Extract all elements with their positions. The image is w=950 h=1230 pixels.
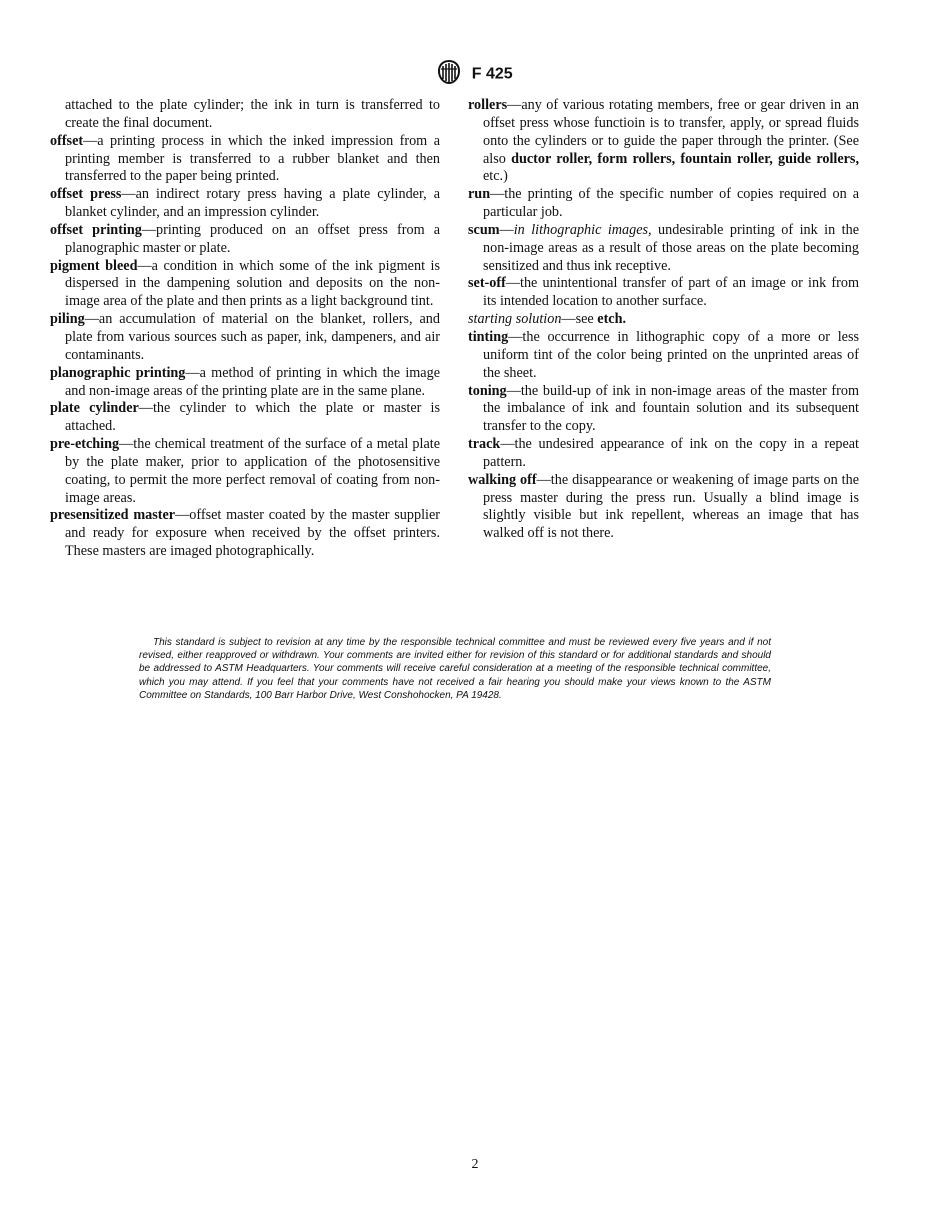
term: piling	[50, 311, 85, 328]
definition-entry-toning	[468, 383, 859, 437]
definition-tail: etc.)	[483, 168, 508, 185]
definition-entry-starting-solution	[468, 311, 859, 329]
definition-text: —a condition in which some of the ink pigment is dispersed in the dampening solution and deposits on the non-image area of the plate and then prints as a light background tint.	[65, 257, 440, 310]
definition-text: —the chemical treatment of the surface of a metal plate by the plate maker, prior to application of the photosensitive coating, to permit the more perfect removal of coating from non-image areas.	[65, 436, 440, 506]
term: set-off	[468, 275, 506, 292]
page-header	[0, 60, 950, 89]
right-column	[468, 97, 859, 543]
definition-text: —the build-up of ink in non-image areas of the master from the imbalance of ink and fountain solution and its subsequent transfer to the copy.	[483, 382, 859, 435]
definition-entry-walking-off	[468, 472, 859, 543]
left-column	[50, 97, 440, 561]
qualifier: in lithographic images,	[513, 221, 652, 238]
definition-entry-continued	[50, 97, 440, 133]
definition-text: —the undesired appearance of ink on the copy in a repeat pattern.	[483, 436, 859, 470]
cross-reference: etch.	[597, 311, 627, 328]
term: starting solution	[468, 311, 562, 328]
term: run	[468, 186, 491, 203]
definition-text: —an indirect rotary press having a plate cylinder, a blanket cylinder, and an impression cylinder.	[65, 186, 441, 221]
definition-text: —any of various rotating members, free or gear driven in an offset press whose functioin is to transfer, apply, or spread fluids onto the cylinders or to guide the paper through the printer. (See also	[483, 97, 859, 167]
designation: F 425	[471, 65, 513, 83]
definition-entry-rollers	[468, 97, 859, 186]
definition-entry	[50, 436, 440, 507]
term: walking off	[468, 471, 537, 488]
term: toning	[468, 382, 507, 399]
standard-revision-notice: This standard is subject to revision at any time by the responsible technical committee and must be reviewed every five years and if not revised, either reapproved or withdrawn. Your comments are invited either for revision of this standard or for additional standards and should be addressed to ASTM Headquarters. Your comments will receive careful consideration at a meeting of the responsible technical committee, which you may attend. If you feel that your comments have not received a fair hearing you should make your views known to the ASTM Committee on Standards, 100 Barr Harbor Drive, West Conshohocken, PA 19428.	[139, 637, 771, 701]
definition-text: —printing produced on an offset press from a planographic master or plate.	[65, 221, 440, 256]
term: presensitized master	[50, 507, 176, 524]
definition-text: —a printing process in which the inked impression from a printing member is transferred to a rubber blanket and then transferred to the paper being printed.	[65, 132, 440, 185]
term: plate cylinder	[50, 400, 139, 417]
definition-entry-run	[468, 186, 859, 222]
definition-entry	[50, 311, 440, 365]
definition-entry	[50, 400, 440, 436]
definition-text: —a method of printing in which the image and non-image areas of the printing plate are in the same plane.	[65, 364, 440, 399]
definition-text: —the occurrence in lithographic copy of a more or less uniform tint of the color being printed on the unprinted areas of the sheet.	[483, 328, 859, 381]
definition-text: attached to the plate cylinder; the ink in turn is transferred to create the final document.	[65, 97, 440, 131]
term: offset printing	[50, 221, 142, 238]
definition-entry-scum	[468, 222, 859, 276]
term: offset	[50, 132, 84, 149]
definition-entry	[50, 507, 440, 561]
definition-text: —the unintentional transfer of part of an image or ink from its intended location to another surface.	[483, 275, 859, 310]
term: pre-etching	[50, 436, 120, 453]
definition-text: undesirable printing of ink in the non-image areas as a result of those areas on the plate becoming sensitized and thus ink receptive.	[483, 221, 859, 274]
see-also-terms: ductor roller, form rollers, fountain roller, guide rollers,	[511, 150, 859, 167]
definition-entry	[50, 133, 440, 187]
definition-entry-track	[468, 436, 859, 472]
term: planographic printing	[50, 364, 186, 381]
term: offset press	[50, 186, 122, 203]
definition-text: —the printing of the specific number of copies required on a particular job.	[483, 186, 859, 221]
definition-text: —offset master coated by the master supplier and ready for exposure when received by the offset printers. These masters are imaged photographically.	[65, 507, 440, 560]
em-dash: —	[499, 221, 514, 238]
definition-entry	[50, 186, 440, 222]
term: tinting	[468, 328, 509, 345]
term: track	[468, 436, 501, 453]
definition-text: —an accumulation of material on the blanket, rollers, and plate from various sources such as paper, ink, dampeners, and air contaminants.	[65, 311, 440, 363]
term: pigment bleed	[50, 257, 138, 274]
definition-text: —the disappearance or weakening of image parts on the press master during the press run. Usually a blind image is slightly visible but ink repellent, whereas an image that has walked off is not there.	[483, 471, 859, 542]
definition-entry	[50, 365, 440, 401]
term: scum	[468, 221, 500, 238]
definition-entry	[50, 258, 440, 312]
term: rollers	[468, 97, 508, 113]
definition-text: —see	[561, 311, 598, 328]
definition-entry-set-off	[468, 275, 859, 311]
definition-entry	[50, 222, 440, 258]
definition-entry-tinting	[468, 329, 859, 383]
definition-text: —the cylinder to which the plate or master is attached.	[65, 400, 440, 435]
page-number: 2	[471, 1157, 479, 1172]
astm-logo-icon	[437, 60, 461, 89]
